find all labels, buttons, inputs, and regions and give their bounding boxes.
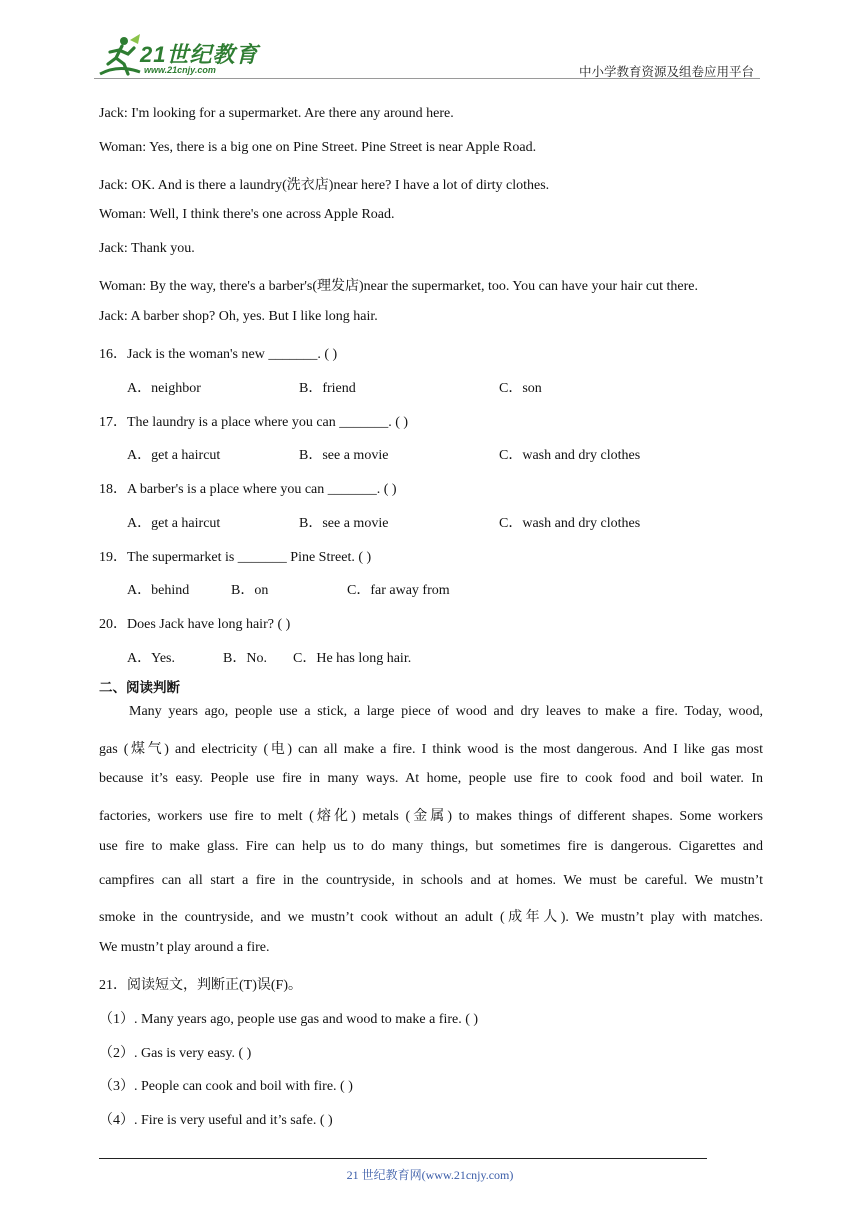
question-21-item-1[interactable]: （1）. Many years ago, people use gas and wood to make a fire. ( ) bbox=[99, 1012, 479, 1027]
question-17-option-a[interactable]: A．get a haircut bbox=[127, 448, 221, 463]
question-16-stem: 16．Jack is the woman's new _______. ( ) bbox=[99, 347, 338, 362]
header-platform-name: 中小学教育资源及组卷应用平台 bbox=[578, 65, 754, 79]
dialogue-line: Jack: Thank you. bbox=[99, 241, 195, 256]
question-16-option-c[interactable]: C．son bbox=[499, 381, 542, 396]
question-21-stem: 21．阅读短文，判断正(T)误(F)。 bbox=[99, 978, 302, 993]
question-20-option-a[interactable]: A．Yes. bbox=[127, 651, 175, 666]
passage-line: use fire to make glass. Fire can help us to do many things, but sometimes fire is dangerous. Cigarettes and bbox=[99, 839, 763, 854]
passage-line: We mustn’t play around a fire. bbox=[99, 940, 270, 955]
question-20-option-b[interactable]: B．No. bbox=[223, 651, 267, 666]
question-17-stem: 17．The laundry is a place where you can _______. ( ) bbox=[99, 415, 409, 430]
question-19-option-b[interactable]: B．on bbox=[231, 583, 269, 598]
question-16-option-a[interactable]: A．neighbor bbox=[127, 381, 201, 396]
question-18-option-a[interactable]: A．get a haircut bbox=[127, 516, 221, 531]
question-17-option-b[interactable]: B．see a movie bbox=[299, 448, 389, 463]
passage-line: factories, workers use fire to melt (熔化) metals (金属) to makes things of different shapes. Some workers bbox=[99, 809, 763, 824]
question-17-option-c[interactable]: C．wash and dry clothes bbox=[499, 448, 641, 463]
logo-text: 21世纪教育 bbox=[140, 42, 259, 67]
dialogue-line: Woman: Yes, there is a big one on Pine Street. Pine Street is near Apple Road. bbox=[99, 140, 537, 155]
header-divider bbox=[94, 78, 760, 79]
question-18-option-b[interactable]: B．see a movie bbox=[299, 516, 389, 531]
question-19-option-c[interactable]: C．far away from bbox=[347, 583, 450, 598]
question-19-stem: 19．The supermarket is _______ Pine Street. ( ) bbox=[99, 550, 372, 565]
dialogue-line: Woman: Well, I think there's one across Apple Road. bbox=[99, 207, 395, 222]
passage-line: campfires can all start a fire in the countryside, in schools and at homes. We must be careful. We mustn’t bbox=[99, 873, 763, 888]
question-21-item-2[interactable]: （2）. Gas is very easy. ( ) bbox=[99, 1046, 252, 1061]
question-16-option-b[interactable]: B．friend bbox=[299, 381, 356, 396]
dialogue-line: Jack: OK. And is there a laundry(洗衣店)near here? I have a lot of dirty clothes. bbox=[99, 178, 550, 193]
dialogue-line: Jack: I'm looking for a supermarket. Are there any around here. bbox=[99, 106, 454, 121]
question-21-item-4[interactable]: （4）. Fire is very useful and it’s safe. ( ) bbox=[99, 1113, 333, 1128]
logo bbox=[94, 34, 264, 80]
runner-logo-icon bbox=[94, 34, 144, 80]
page-header bbox=[94, 34, 760, 80]
dialogue-line: Jack: A barber shop? Oh, yes. But I like long hair. bbox=[99, 309, 378, 324]
section-title: 二、阅读判断 bbox=[99, 680, 180, 696]
question-21-item-3[interactable]: （3）. People can cook and boil with fire. ( ) bbox=[99, 1079, 353, 1094]
question-20-option-c[interactable]: C．He has long hair. bbox=[293, 651, 412, 666]
passage-line: because it’s easy. People use fire in many ways. At home, people use fire to cook food and boil water. In bbox=[99, 771, 763, 786]
question-19-option-a[interactable]: A．behind bbox=[127, 583, 190, 598]
question-18-option-c[interactable]: C．wash and dry clothes bbox=[499, 516, 641, 531]
question-20-stem: 20．Does Jack have long hair? ( ) bbox=[99, 617, 291, 632]
question-18-stem: 18．A barber's is a place where you can _______. ( ) bbox=[99, 482, 397, 497]
passage-line: gas (煤气) and electricity (电) can all make a fire. I think wood is the most dangerous. And I like gas most bbox=[99, 742, 763, 757]
footer-text: 21 世纪教育网(www.21cnjy.com) bbox=[346, 1168, 514, 1182]
footer-divider bbox=[99, 1158, 707, 1159]
dialogue-line: Woman: By the way, there's a barber's(理发店)near the supermarket, too. You can have your hair cut there. bbox=[99, 279, 698, 294]
passage-line: smoke in the countryside, and we mustn’t cook without an adult (成年人). We mustn’t play with matches. bbox=[99, 910, 763, 925]
passage-line: Many years ago, people use a stick, a large piece of wood and dry leaves to make a fire. Today, wood, bbox=[129, 704, 763, 719]
logo-url: www.21cnjy.com bbox=[144, 65, 216, 75]
